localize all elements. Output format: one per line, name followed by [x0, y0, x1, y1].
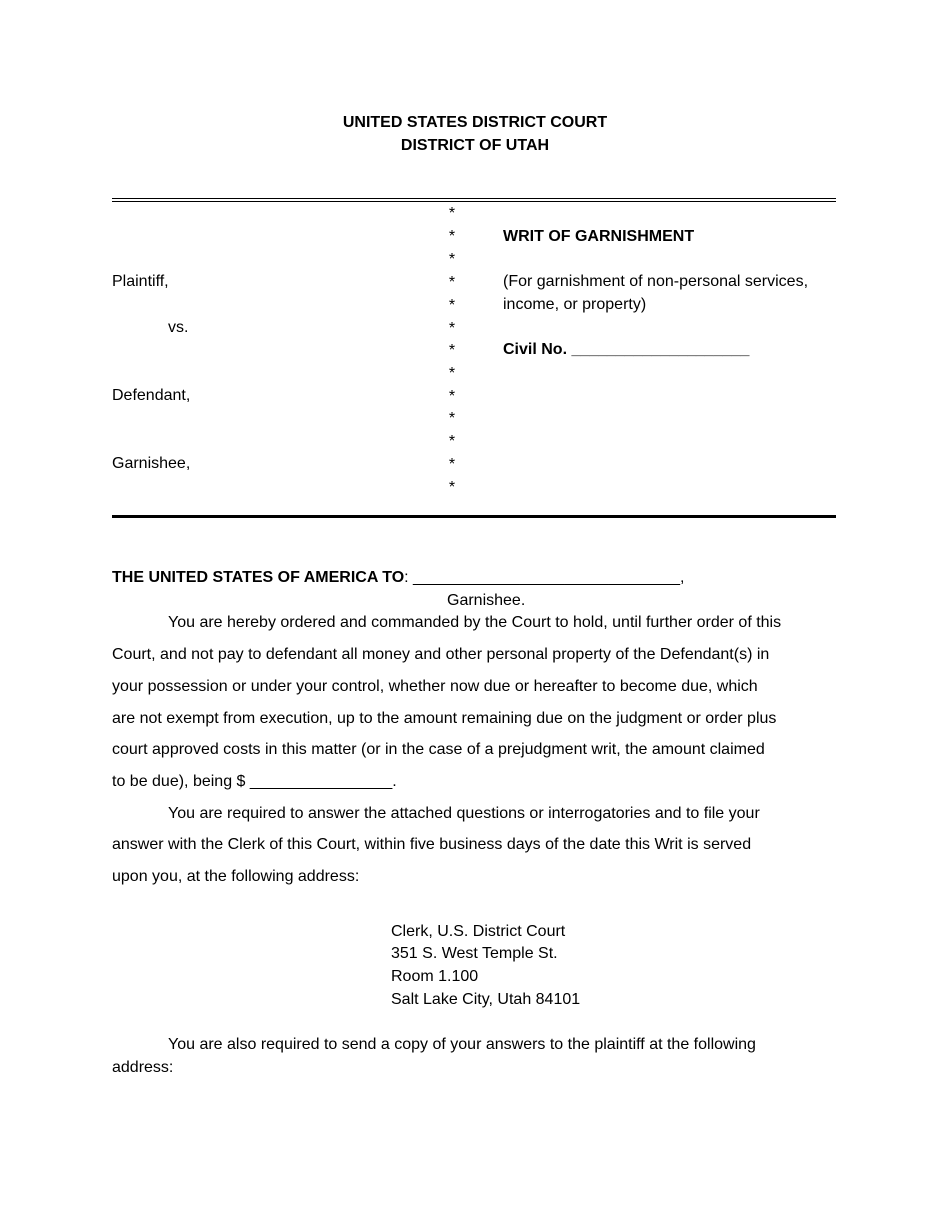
court-name: UNITED STATES DISTRICT COURT [342, 114, 608, 131]
garnishee-label: Garnishee, [112, 455, 191, 472]
caption-star: * [448, 365, 456, 382]
caption-star: * [448, 342, 456, 359]
vs-label: vs. [168, 319, 189, 336]
clerk-address-line: Room 1.100 [391, 968, 479, 985]
district-name: DISTRICT OF UTAH [400, 137, 550, 154]
paragraph-line: answer with the Clerk of this Court, within five business days of the date this Writ is served [112, 836, 752, 853]
caption-star: * [448, 228, 456, 245]
caption-star: * [448, 320, 456, 337]
caption-star: * [448, 410, 456, 427]
paragraph-line: are not exempt from execution, up to the amount remaining due on the judgment or order plus [112, 710, 777, 727]
addressee-line [112, 569, 684, 587]
addressee-label: THE UNITED STATES OF AMERICA TO [112, 569, 405, 586]
paragraph-line: your possession or under your control, whether now due or hereafter to become due, which [112, 678, 758, 695]
caption-star: * [448, 479, 456, 496]
amount-line[interactable]: to be due), being $ ________________. [112, 773, 397, 790]
paragraph-line: court approved costs in this matter (or in the case of a prejudgment writ, the amount claimed [112, 741, 765, 758]
caption-top-rule [112, 198, 836, 202]
caption-star: * [448, 297, 456, 314]
caption-star: * [448, 205, 456, 222]
garnishee-caption-label: Garnishee. [447, 592, 526, 609]
defendant-label: Defendant, [112, 387, 191, 404]
clerk-address-line: 351 S. West Temple St. [391, 945, 558, 962]
garnishee-name-blank[interactable]: : ______________________________, [404, 569, 685, 586]
paragraph-line: You are hereby ordered and commanded by the Court to hold, until further order of this [168, 614, 782, 631]
caption-star: * [448, 274, 456, 291]
clerk-address-line: Salt Lake City, Utah 84101 [391, 991, 581, 1008]
civil-number-field[interactable]: Civil No. ____________________ [503, 341, 750, 358]
paragraph-line: address: [112, 1059, 174, 1076]
paragraph-line: upon you, at the following address: [112, 868, 360, 885]
writ-subtitle-line1: (For garnishment of non-personal services, [503, 273, 809, 290]
caption-bottom-rule [112, 515, 836, 518]
caption-star: * [448, 388, 456, 405]
plaintiff-label: Plaintiff, [112, 273, 169, 290]
writ-title: WRIT OF GARNISHMENT [503, 228, 695, 245]
paragraph-line: You are required to answer the attached questions or interrogatories and to file your [168, 805, 760, 822]
caption-star: * [448, 251, 456, 268]
caption-star: * [448, 456, 456, 473]
paragraph-line: You are also required to send a copy of your answers to the plaintiff at the following [168, 1036, 756, 1053]
writ-subtitle-line2: income, or property) [503, 296, 647, 313]
clerk-address-line: Clerk, U.S. District Court [391, 923, 566, 940]
paragraph-line: Court, and not pay to defendant all money and other personal property of the Defendant(s) in [112, 646, 770, 663]
caption-star: * [448, 433, 456, 450]
